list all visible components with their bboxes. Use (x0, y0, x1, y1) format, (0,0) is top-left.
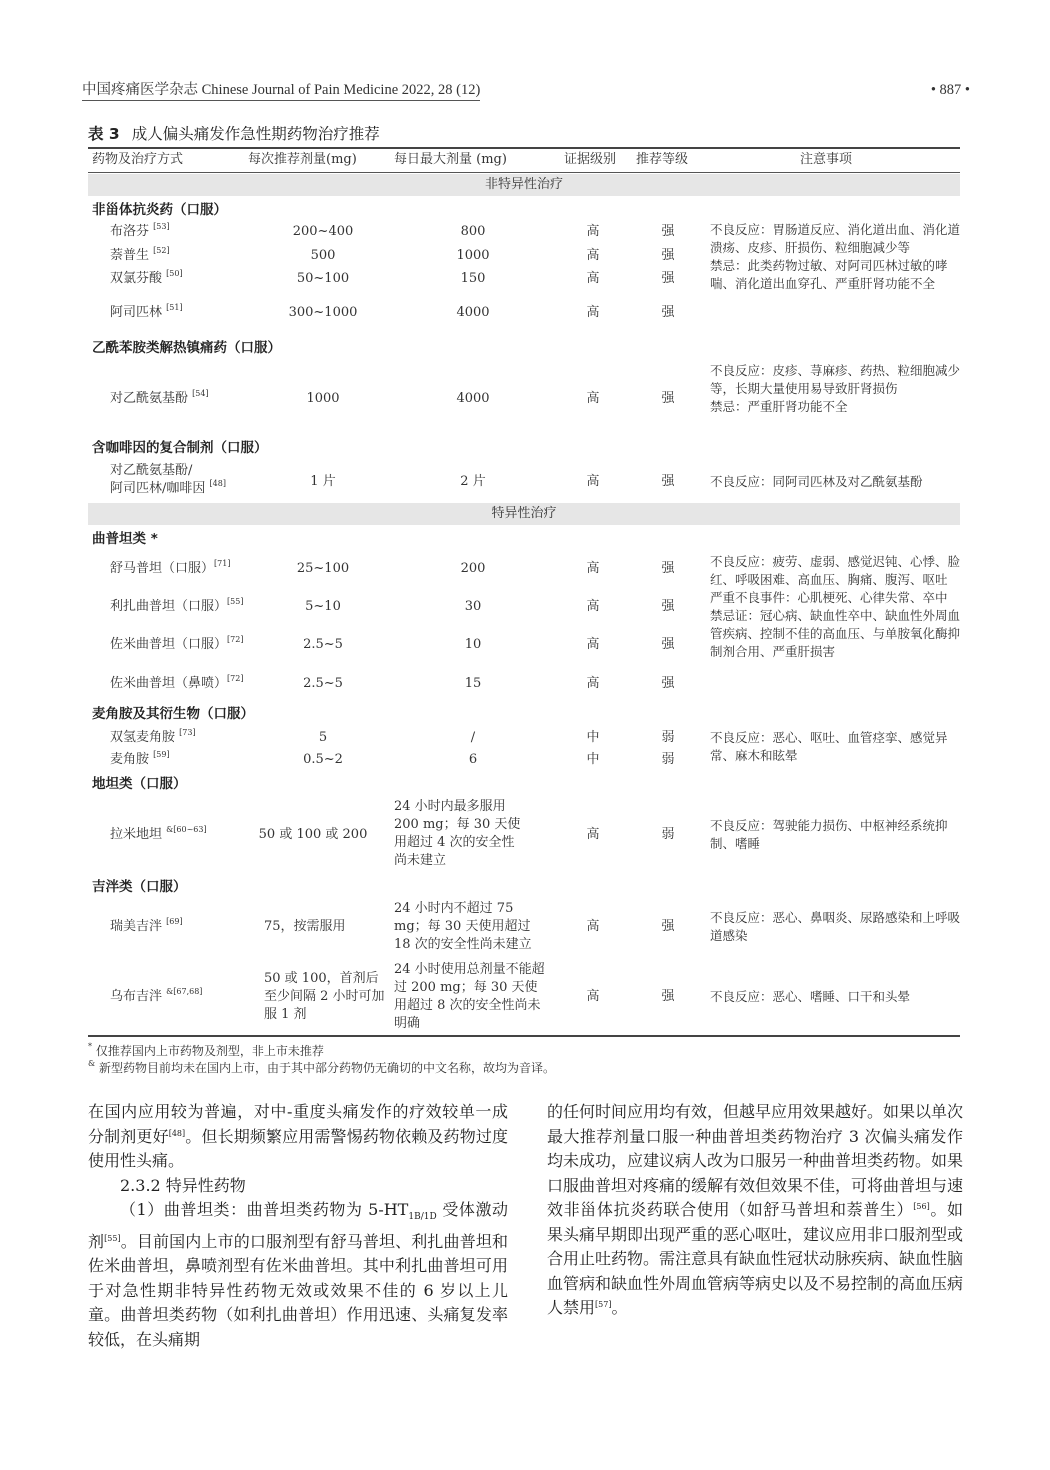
notes-triptans: 不良反应：疲劳、虚弱、感觉迟钝、心悸、脸红、呼吸困难、高血压、胸痛、腹泻、呕吐 严重不良事件：心肌梗死、心律失常、卒中 禁忌证：冠心病、缺血性卒中、缺血性外周血管疾病、控制不佳的高血压、与单胺氧化酶抑制剂合用、严重肝损害 (710, 554, 961, 659)
drug-name: 对乙酰氨基酚 [54] (110, 389, 209, 406)
notes-ubrogepant: 不良反应：恶心、嗜睡、口干和头晕 (710, 989, 911, 1004)
drug-name: 萘普生 [52] (110, 246, 170, 263)
max-dose: 15 (464, 676, 482, 691)
group-heading: 乙酰苯胺类解热镇痛药（口服） (92, 340, 281, 356)
max-dose: 150 (460, 271, 486, 286)
dose: 1 片 (310, 474, 336, 489)
recommendation-grade: 强 (661, 676, 675, 691)
evidence-level: 高 (586, 271, 600, 286)
drug-name: 布洛芬 [53] (110, 222, 170, 239)
dose: 50~100 (296, 271, 350, 286)
recommendation-grade: 强 (661, 224, 675, 239)
dose: 5 (318, 730, 328, 745)
group-heading: 麦角胺及其衍生物（口服） (92, 706, 254, 722)
evidence-level: 高 (586, 637, 600, 652)
recommendation-grade: 弱 (661, 730, 675, 745)
table-top-rule (88, 147, 960, 149)
table-label: 表 3 (88, 125, 120, 143)
drug-name: 对乙酰氨基酚/ 阿司匹林/咖啡因 [48] (110, 463, 226, 496)
notes-acetaminophen: 不良反应：皮疹、荨麻疹、药热、粒细胞减少等，长期大量使用易导致肝肾损伤 禁忌：严重肝肾功能不全 (710, 363, 961, 414)
group-heading: 曲普坦类 * (92, 531, 158, 547)
group-heading: 吉泮类（口服） (92, 879, 187, 895)
recommendation-grade: 弱 (661, 827, 675, 842)
paragraph: 的任何时间应用均有效，但越早应用效果越好。如果以单次最大推荐剂量口服一种曲普坦类药物治疗 3 次偏头痛发作均未成功，应建议病人改为口服另一种曲普坦类药物。如果口服曲普坦对疼痛的缓解有效但效果不佳，可将曲普坦与速效非甾体抗炎药联合使用（如舒马普坦和萘普生）[56]。如果头痛早期即出现严重的恶心呕吐，建议应用非口服剂型或合用止吐药物。需注意具有缺血性冠状动脉疾病、缺血性脑血管病和缺血性外周血管病等病史以及不易控制的高血压病人禁用[57]。 (547, 1102, 964, 1317)
header-drug: 药物及治疗方式 (92, 152, 184, 167)
recommendation-grade: 弱 (661, 752, 675, 767)
notes-rimegepant: 不良反应：恶心、鼻咽炎、尿路感染和上呼吸道感染 (710, 910, 961, 943)
group-heading: 地坦类（口服） (92, 776, 187, 792)
recommendation-grade: 强 (661, 474, 675, 489)
evidence-level: 高 (586, 224, 600, 239)
reference: [57] (595, 1300, 612, 1309)
section-band-specific (88, 503, 960, 525)
dose: 75，按需服用 (264, 919, 346, 934)
notes-ditans: 不良反应：驾驶能力损伤、中枢神经系统抑制、嗜睡 (710, 818, 948, 851)
drug-name: 舒马普坦（口服）[71] (110, 559, 231, 576)
evidence-level: 高 (586, 599, 600, 614)
evidence-level: 中 (586, 752, 600, 767)
max-dose: 6 (468, 752, 478, 767)
max-dose: 24 小时内最多服用 200 mg；每 30 天使用超过 4 次的安全性尚未建立 (394, 799, 521, 868)
max-dose: 1000 (456, 248, 490, 263)
header-notes: 注意事项 (800, 152, 853, 167)
header-evidence: 证据级别 (564, 152, 617, 167)
evidence-level: 中 (586, 730, 600, 745)
reference: [54] (192, 389, 209, 398)
drug-name: 瑞美吉泮 [69] (110, 917, 183, 934)
evidence-level: 高 (586, 474, 600, 489)
recommendation-grade: 强 (661, 305, 675, 320)
max-dose: 4000 (456, 391, 490, 406)
dose: 0.5~2 (303, 752, 343, 767)
dose: 5~10 (305, 599, 341, 614)
evidence-level: 高 (586, 989, 600, 1004)
recommendation-grade: 强 (661, 637, 675, 652)
reference: [51] (166, 303, 183, 312)
max-dose: 24 小时使用总剂量不能超过 200 mg；每 30 天使用超过 8 次的安全性尚未明确 (394, 962, 545, 1031)
reference: [48] (168, 1128, 186, 1138)
drug-name: 佐米曲普坦（口服）[72] (110, 635, 244, 652)
recommendation-grade: 强 (661, 989, 675, 1004)
paragraph: （1）曲普坦类：曲普坦类药物为 $5-HT_{1B/1D}$ 受体激动剂[55]。目前国内上市的口服剂型有舒马普坦、利扎曲普坦和佐米曲普坦，鼻喷剂型有佐米曲普坦。其中利扎曲普坦可用于对急性期非特异性药物无效或效果不佳的 6 岁以上儿童。曲普坦类药物（如利扎曲普坦）作用迅速、头痛复发率较低，在头痛期 (88, 1200, 508, 1349)
dose: 50 或 100 或 200 (258, 827, 368, 842)
group-heading: 含咖啡因的复合制剂（口服） (92, 440, 268, 456)
reference: [56] (913, 1202, 930, 1211)
notes-ergotamines: 不良反应：恶心、呕吐、血管痉挛、感觉异常、麻木和眩晕 (710, 730, 948, 763)
page-number: • 887 • (930, 82, 970, 98)
max-dose: 800 (460, 224, 486, 239)
paragraph: 在国内应用较为普遍，对中-重度头痛发作的疗效较单一成分制剂更好[48]。但长期频繁应用需警惕药物依赖及药物过度使用性头痛。 (88, 1102, 508, 1170)
recommendation-grade: 强 (661, 599, 675, 614)
reference: [55] (227, 597, 244, 606)
max-dose: 24 小时内不超过 75 mg；每 30 天使用超过 18 次的安全性尚未建立 (394, 901, 532, 952)
footnote-asterisk: * 仅推荐国内上市药物及剂型，非上市未推荐 (88, 1042, 324, 1058)
recommendation-grade: 强 (661, 919, 675, 934)
journal-title: 中国疼痛医学杂志 Chinese Journal of Pain Medicine 2022, 28 (12) (82, 80, 480, 101)
notes-caffeine: 不良反应：同阿司匹林及对乙酰氨基酚 (710, 474, 923, 489)
reference: [50] (166, 269, 183, 278)
evidence-level: 高 (586, 391, 600, 406)
reference: [48] (209, 479, 226, 488)
dose: 2.5~5 (303, 676, 343, 691)
evidence-level: 高 (586, 919, 600, 934)
table-caption (88, 122, 380, 144)
reference: [55] (104, 1233, 121, 1243)
table-title: 成人偏头痛发作急性期药物治疗推荐 (131, 125, 380, 143)
section-heading: 2.3.2 特异性药物 (120, 1175, 246, 1195)
reference: &[60~63] (166, 825, 207, 834)
dose: 500 (310, 248, 336, 263)
dose: 25~100 (296, 561, 350, 576)
header-rule (88, 172, 960, 173)
drug-name: 乌布吉泮 $^{\&[67,68]}$ (110, 987, 203, 1004)
drug-name: 双氯芬酸 [50] (110, 269, 183, 286)
dose: 1000 (306, 391, 340, 406)
section-band-label: 非特异性治疗 (484, 177, 563, 192)
drug-name: 利扎曲普坦（口服）[55] (110, 597, 244, 614)
drug-name: 双氢麦角胺 [73] (110, 728, 196, 745)
reference: [69] (166, 917, 183, 926)
body-right-column (547, 1100, 963, 1321)
max-dose: 4000 (456, 305, 490, 320)
header-grade: 推荐等级 (636, 152, 689, 167)
section-band-nonspecific (88, 174, 960, 196)
header-max: 每日最大剂量 (mg) (394, 152, 507, 167)
evidence-level: 高 (586, 305, 600, 320)
footnote-ampersand: & 新型药物目前均未在国内上市，由于其中部分药物仍无确切的中文名称，故均为音译。 (88, 1059, 555, 1075)
reference: [72] (227, 635, 244, 644)
evidence-level: 高 (586, 827, 600, 842)
evidence-level: 高 (586, 676, 600, 691)
drug-name: 麦角胺 [59] (110, 750, 170, 767)
drug-name: 拉米地坦 $^{\&[60\sim 63]}$ (110, 825, 207, 842)
reference: &[67,68] (166, 987, 203, 996)
section-band-label: 特异性治疗 (491, 506, 557, 521)
reference: [72] (227, 674, 244, 683)
max-dose: 2 片 (460, 474, 486, 489)
recommendation-grade: 强 (661, 561, 675, 576)
max-dose: 30 (464, 599, 482, 614)
notes-nsaids: 不良反应：胃肠道反应、消化道出血、消化道溃疡、皮疹、肝损伤、粒细胞减少等 禁忌：此类药物过敏、对阿司匹林过敏的哮喘、消化道出血穿孔、严重肝肾功能不全 (710, 222, 961, 291)
reference: [71] (214, 559, 231, 568)
header-dose: 每次推荐剂量(mg) (248, 152, 357, 167)
max-dose: / (470, 730, 476, 745)
recommendation-grade: 强 (661, 391, 675, 406)
dose: 2.5~5 (303, 637, 343, 652)
max-dose: 200 (460, 561, 486, 576)
drug-name: 佐米曲普坦（鼻喷）[72] (110, 674, 244, 691)
running-head (82, 80, 970, 102)
body-left-column (88, 1100, 508, 1352)
table-bottom-rule (88, 1035, 960, 1037)
reference: [73] (179, 728, 196, 737)
dose: 300~1000 (288, 305, 358, 320)
evidence-level: 高 (586, 248, 600, 263)
group-heading: 非甾体抗炎药（口服） (92, 202, 227, 218)
reference: [52] (153, 246, 170, 255)
max-dose: 10 (464, 637, 482, 652)
drug-name: 阿司匹林 [51] (110, 303, 183, 320)
reference: [59] (153, 750, 170, 759)
recommendation-grade: 强 (661, 248, 675, 263)
reference: [53] (153, 222, 170, 231)
evidence-level: 高 (586, 561, 600, 576)
dose: 50 或 100，首剂后至少间隔 2 小时可加服 1 剂 (264, 971, 385, 1022)
dose: 200~400 (292, 224, 354, 239)
recommendation-grade: 强 (661, 271, 675, 286)
